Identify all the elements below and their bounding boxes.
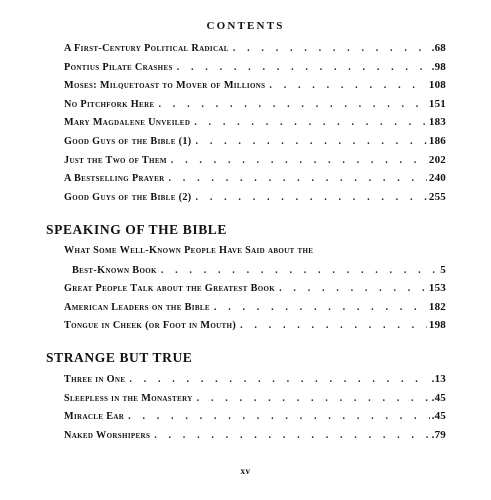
toc-entry-continued (64, 264, 446, 283)
entry-title: Moses: Milquetoast to Mover of Millions (64, 80, 266, 92)
dot-leader (161, 265, 438, 276)
entry-page: .45 (431, 410, 446, 423)
entry-page: 5 (440, 263, 446, 276)
dot-leader (197, 393, 430, 404)
dot-leader (240, 320, 427, 331)
toc-entry (64, 392, 446, 411)
dot-leader (129, 374, 429, 385)
toc-entry (64, 172, 446, 191)
entry-page: 183 (428, 116, 446, 129)
toc-entry (64, 154, 446, 173)
dot-leader (177, 62, 430, 73)
dot-leader (171, 155, 427, 166)
toc-entry (64, 429, 446, 448)
entry-page: .79 (431, 428, 446, 441)
entry-title: Good Guys of the Bible (1) (64, 135, 192, 147)
entry-title: Three in One (64, 374, 126, 385)
toc-entry (64, 42, 446, 61)
dot-leader (269, 80, 426, 91)
entry-page: 153 (428, 282, 446, 295)
toc-group-main (64, 42, 446, 209)
toc-entry (64, 282, 446, 301)
dot-leader (154, 430, 429, 441)
entry-title: Sleepless in the Monastery (64, 392, 193, 404)
dot-leader (196, 136, 427, 147)
entry-title: American Leaders on the Bible (64, 301, 210, 313)
entry-title: Great People Talk about the Greatest Book (64, 283, 276, 295)
entry-page: 198 (428, 319, 446, 332)
entry-title: Naked Worshipers (64, 429, 151, 441)
entry-page: 240 (428, 172, 446, 185)
toc-entry (64, 135, 446, 154)
toc-entry (64, 373, 446, 392)
entry-page: 151 (428, 97, 446, 110)
toc-entry (64, 191, 446, 210)
dot-leader (194, 117, 427, 128)
entry-page: .45 (431, 391, 446, 404)
dot-leader (279, 283, 427, 294)
entry-page: 255 (428, 190, 446, 203)
dot-leader (128, 411, 429, 422)
dot-leader (196, 192, 427, 203)
toc-entry (64, 98, 446, 117)
entry-page: 108 (428, 79, 446, 92)
entry-page: .13 (431, 373, 446, 385)
toc-entry (64, 410, 446, 429)
toc-entry (64, 319, 446, 338)
entry-title: Best-Known Book (72, 264, 157, 276)
toc-entry (64, 61, 446, 80)
toc-entry (64, 79, 446, 98)
entry-title: Pontius Pilate Crashes (64, 61, 173, 73)
entry-title: No Pitchfork Here (64, 98, 155, 110)
entry-title: Miracle Ear (64, 411, 125, 423)
toc-group-speaking (64, 245, 446, 338)
section-heading-speaking: SPEAKING OF THE BIBLE (46, 222, 228, 237)
dot-leader (159, 99, 427, 110)
page-folio: xv (240, 466, 251, 476)
entry-page: .98 (431, 60, 446, 73)
entry-title: Just the Two of Them (64, 154, 167, 166)
entry-title: A First-Century Political Radical (64, 43, 229, 54)
toc-entry (64, 116, 446, 135)
dot-leader (214, 302, 427, 313)
toc-group-strange (64, 373, 446, 447)
section-heading-strange: STRANGE BUT TRUE (46, 350, 193, 365)
entry-title: A Bestselling Prayer (64, 173, 165, 185)
toc-entry (64, 245, 446, 264)
contents-heading: CONTENTS (206, 20, 285, 32)
entry-page: 202 (428, 153, 446, 166)
entry-title: Good Guys of the Bible (2) (64, 191, 192, 203)
dot-leader (233, 43, 430, 54)
dot-leader (169, 173, 427, 184)
entry-page: .68 (431, 42, 446, 54)
entry-page: 186 (428, 134, 446, 147)
entry-title: Mary Magdalene Unveiled (64, 117, 191, 129)
entry-title: Tongue in Cheek (or Foot in Mouth) (64, 320, 237, 332)
entry-title: What Some Well-Known People Have Said about the (64, 245, 314, 256)
toc-entry (64, 301, 446, 320)
entry-page: 182 (428, 300, 446, 313)
